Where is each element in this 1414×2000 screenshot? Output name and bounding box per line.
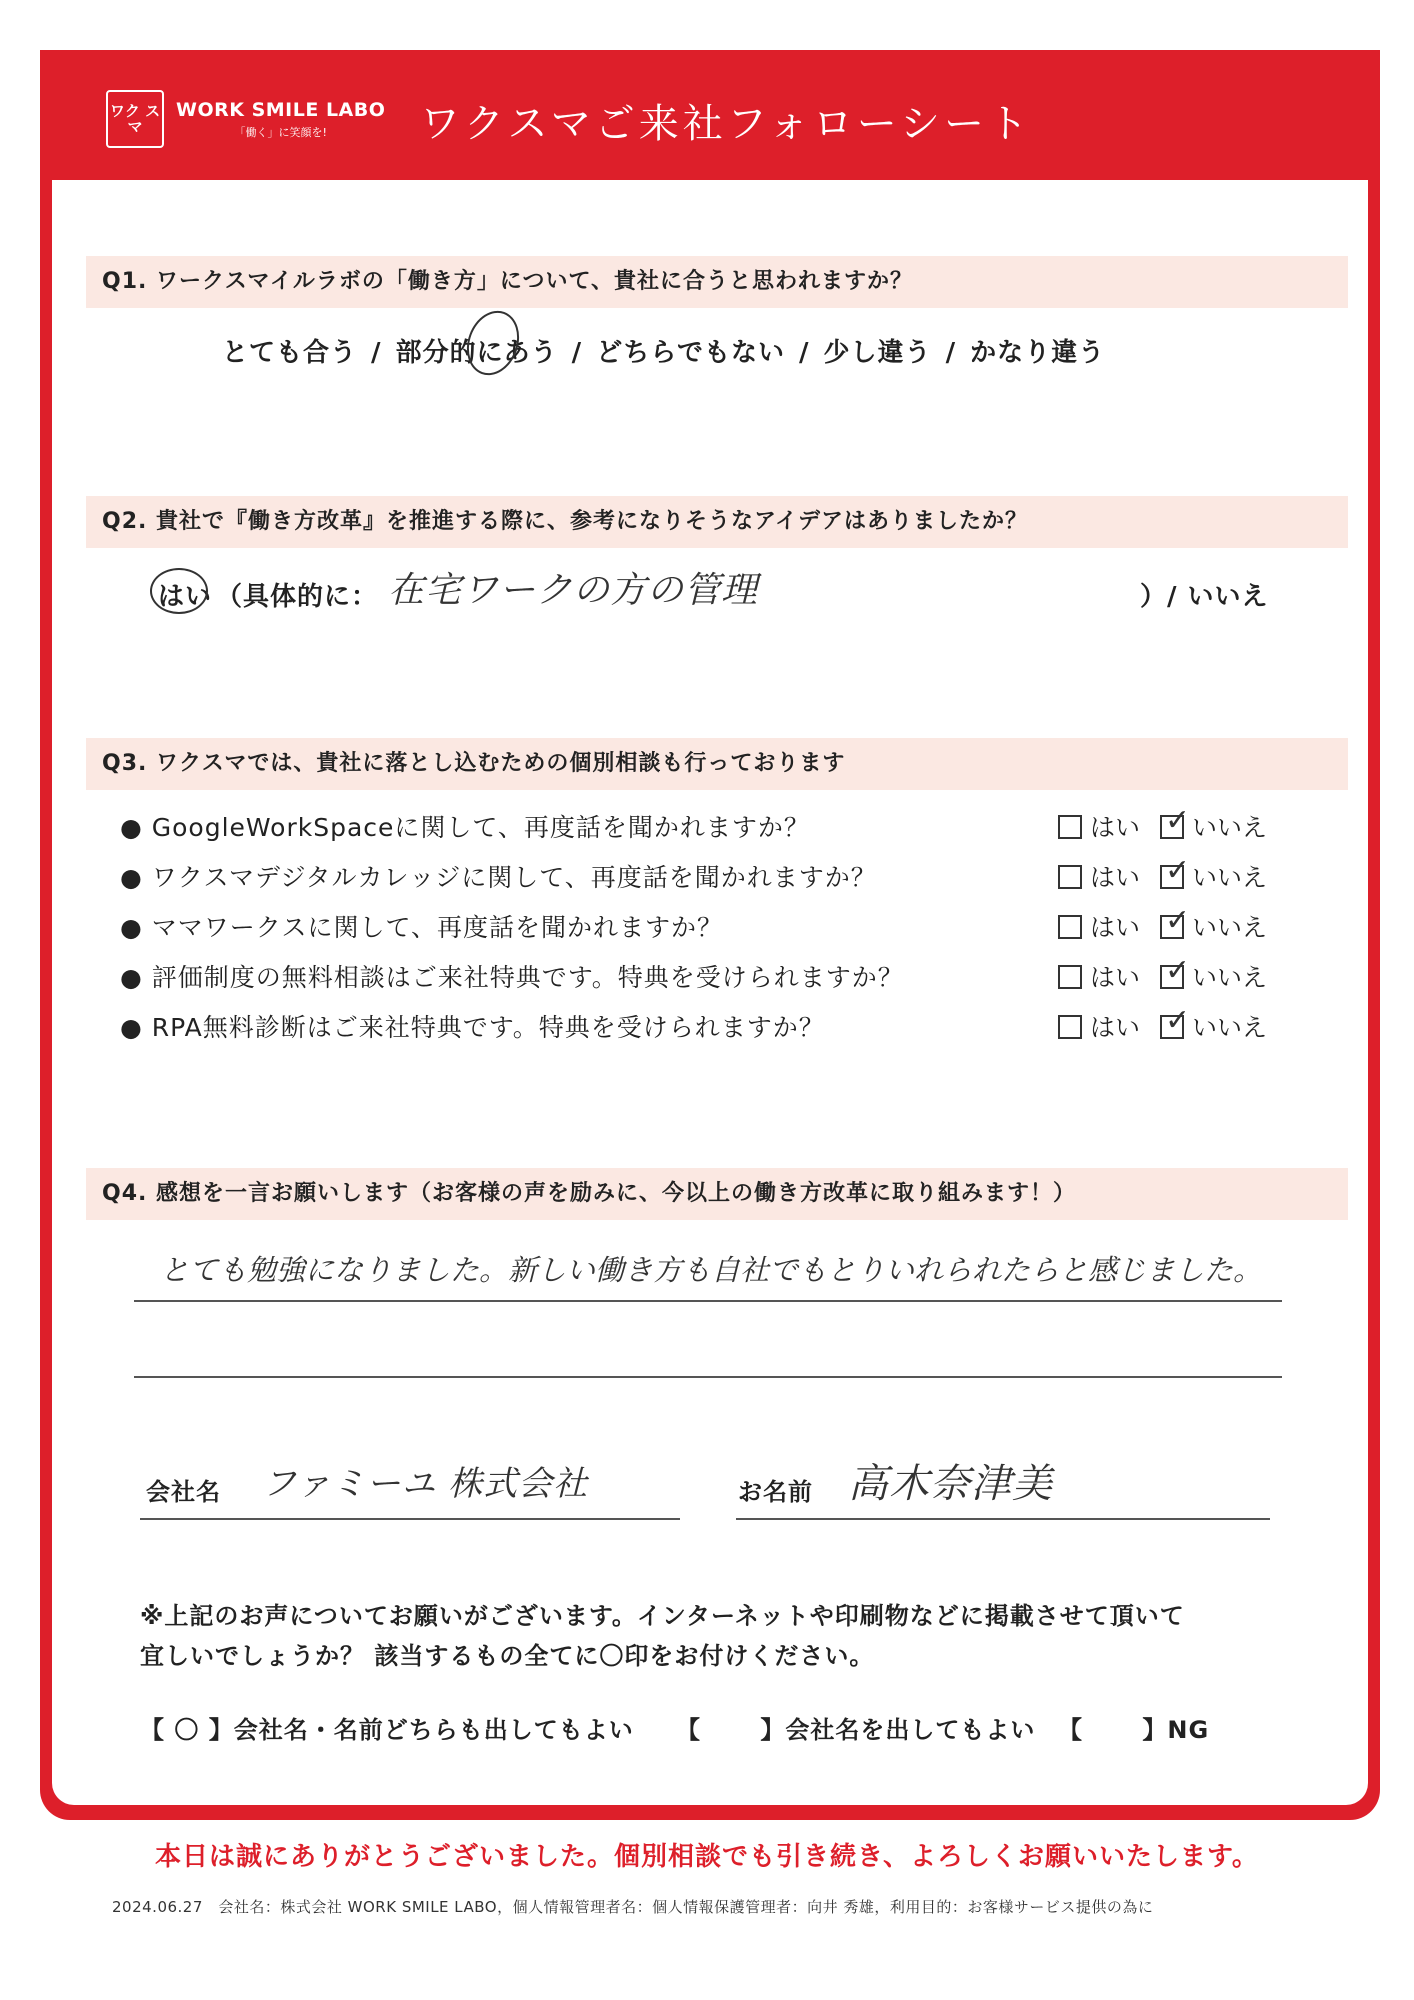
q3-options	[1058, 903, 1268, 944]
checkbox-yes[interactable]	[1058, 965, 1082, 989]
q4-answer-line	[134, 1300, 1282, 1302]
q1-question: Q1. ワークスマイルラボの「働き方」について、貴社に合うと思われますか？	[86, 256, 1348, 308]
name-label: お名前	[738, 1478, 813, 1506]
q3-yes-option[interactable]: はい	[1058, 908, 1140, 944]
q3-item: ● 評価制度の無料相談はご来社特典です。特典を受けられますか？	[120, 963, 904, 992]
check-icon: ✓	[1165, 953, 1191, 988]
checkbox-no[interactable]	[1160, 803, 1191, 839]
q3-no-option[interactable]: ✓ いいえ	[1160, 858, 1267, 894]
notice-line2: 宜しいでしょうか？ 該当するもの全てに〇印をお付けください。	[140, 1642, 875, 1670]
consent-option-ng[interactable]: 【 】NG	[1058, 1716, 1210, 1744]
name-value: 高木奈津美	[848, 1461, 1053, 1507]
q3-item: ● ママワークスに関して、再度話を聞かれますか？	[120, 913, 724, 942]
company-line	[140, 1518, 680, 1520]
q2-yes-label: はい	[158, 582, 213, 612]
logo-mark-icon: ワク スマ	[106, 90, 164, 148]
q3-yes-option[interactable]: はい	[1058, 858, 1140, 894]
q3-yes-option[interactable]: はい	[1058, 958, 1140, 994]
q3-options	[1058, 853, 1268, 894]
company-label: 会社名	[146, 1478, 221, 1506]
check-icon: ✓	[1165, 853, 1191, 888]
q3-no-option[interactable]: ✓ いいえ	[1160, 958, 1267, 994]
checkbox-yes[interactable]	[1058, 815, 1082, 839]
name-line	[736, 1518, 1270, 1520]
check-icon: ✓	[1165, 803, 1191, 838]
checkbox-yes[interactable]	[1058, 915, 1082, 939]
checkbox-no[interactable]	[1160, 1003, 1191, 1039]
q3-no-option[interactable]: ✓ いいえ	[1160, 1008, 1267, 1044]
checkbox-no[interactable]	[1160, 953, 1191, 989]
q3-yes-option[interactable]: はい	[1058, 1008, 1140, 1044]
consent-option-both[interactable]: 【 〇 】会社名・名前どちらも出してもよい	[140, 1716, 634, 1744]
company-value: ファミーユ 株式会社	[262, 1464, 589, 1504]
footer-info: 2024.06.27 会社名：株式会社 WORK SMILE LABO，個人情報管理者名：個人情報保護管理者：向井 秀雄，利用目的：お客様サービス提供の為に	[112, 1898, 1154, 1916]
check-icon: ✓	[1165, 903, 1191, 938]
q4-answer-line	[134, 1376, 1282, 1378]
q3-options	[1058, 803, 1268, 844]
q3-question: Q3. ワクスマでは、貴社に落とし込むための個別相談も行っております	[86, 738, 1348, 790]
consent-option-company[interactable]: 【 】会社名を出してもよい	[676, 1716, 1036, 1744]
page-title: ワクスマご来社フォローシート	[420, 101, 1032, 147]
checkbox-yes[interactable]	[1058, 1015, 1082, 1039]
q3-yes-option[interactable]: はい	[1058, 808, 1140, 844]
logo-tagline: 「働く」に笑顔を!	[234, 125, 327, 139]
q4-question: Q4. 感想を一言お願いします（お客様の声を励みに、今以上の働き方改革に取り組みます！）	[86, 1168, 1348, 1220]
q3-no-option[interactable]: ✓ いいえ	[1160, 908, 1267, 944]
logo	[106, 90, 385, 148]
q3-item: ● ワクスマデジタルカレッジに関して、再度話を聞かれますか？	[120, 863, 877, 892]
q2-question: Q2. 貴社で『働き方改革』を推進する際に、参考になりそうなアイデアはありましたか？	[86, 496, 1348, 548]
checkbox-no[interactable]	[1160, 853, 1191, 889]
q2-handwritten-answer: 在宅ワークの方の管理	[388, 570, 759, 611]
notice-line1: ※上記のお声についてお願いがございます。インターネットや印刷物などに掲載させて頂いて	[140, 1602, 1185, 1630]
q2-specific-label: （具体的に：	[216, 582, 379, 612]
q2-yes-circle	[150, 568, 208, 614]
checkbox-no[interactable]	[1160, 903, 1191, 939]
checkbox-yes[interactable]	[1058, 865, 1082, 889]
q3-options	[1058, 1003, 1268, 1044]
footer-thanks: 本日は誠にありがとうございました。個別相談でも引き続き、よろしくお願いいたします。	[155, 1842, 1259, 1872]
q4-handwritten-answer: とても勉強になりました。新しい働き方も自社でもとりいれられたらと感じました。	[160, 1253, 1263, 1287]
check-icon: ✓	[1165, 1003, 1191, 1038]
q3-no-option[interactable]: ✓ いいえ	[1160, 808, 1267, 844]
q3-options	[1058, 953, 1268, 994]
q3-item: ● RPA無料診断はご来社特典です。特典を受けられますか？	[120, 1013, 825, 1042]
logo-name: WORK SMILE LABO	[176, 98, 386, 121]
q1-options: とても合う / 部分的にあう / どちらでもない / 少し違う / かなり違う	[222, 338, 1106, 368]
q3-item: ● GoogleWorkSpaceに関して、再度話を聞かれますか？	[120, 813, 810, 842]
q2-no-label: ）/ いいえ	[1140, 582, 1269, 612]
